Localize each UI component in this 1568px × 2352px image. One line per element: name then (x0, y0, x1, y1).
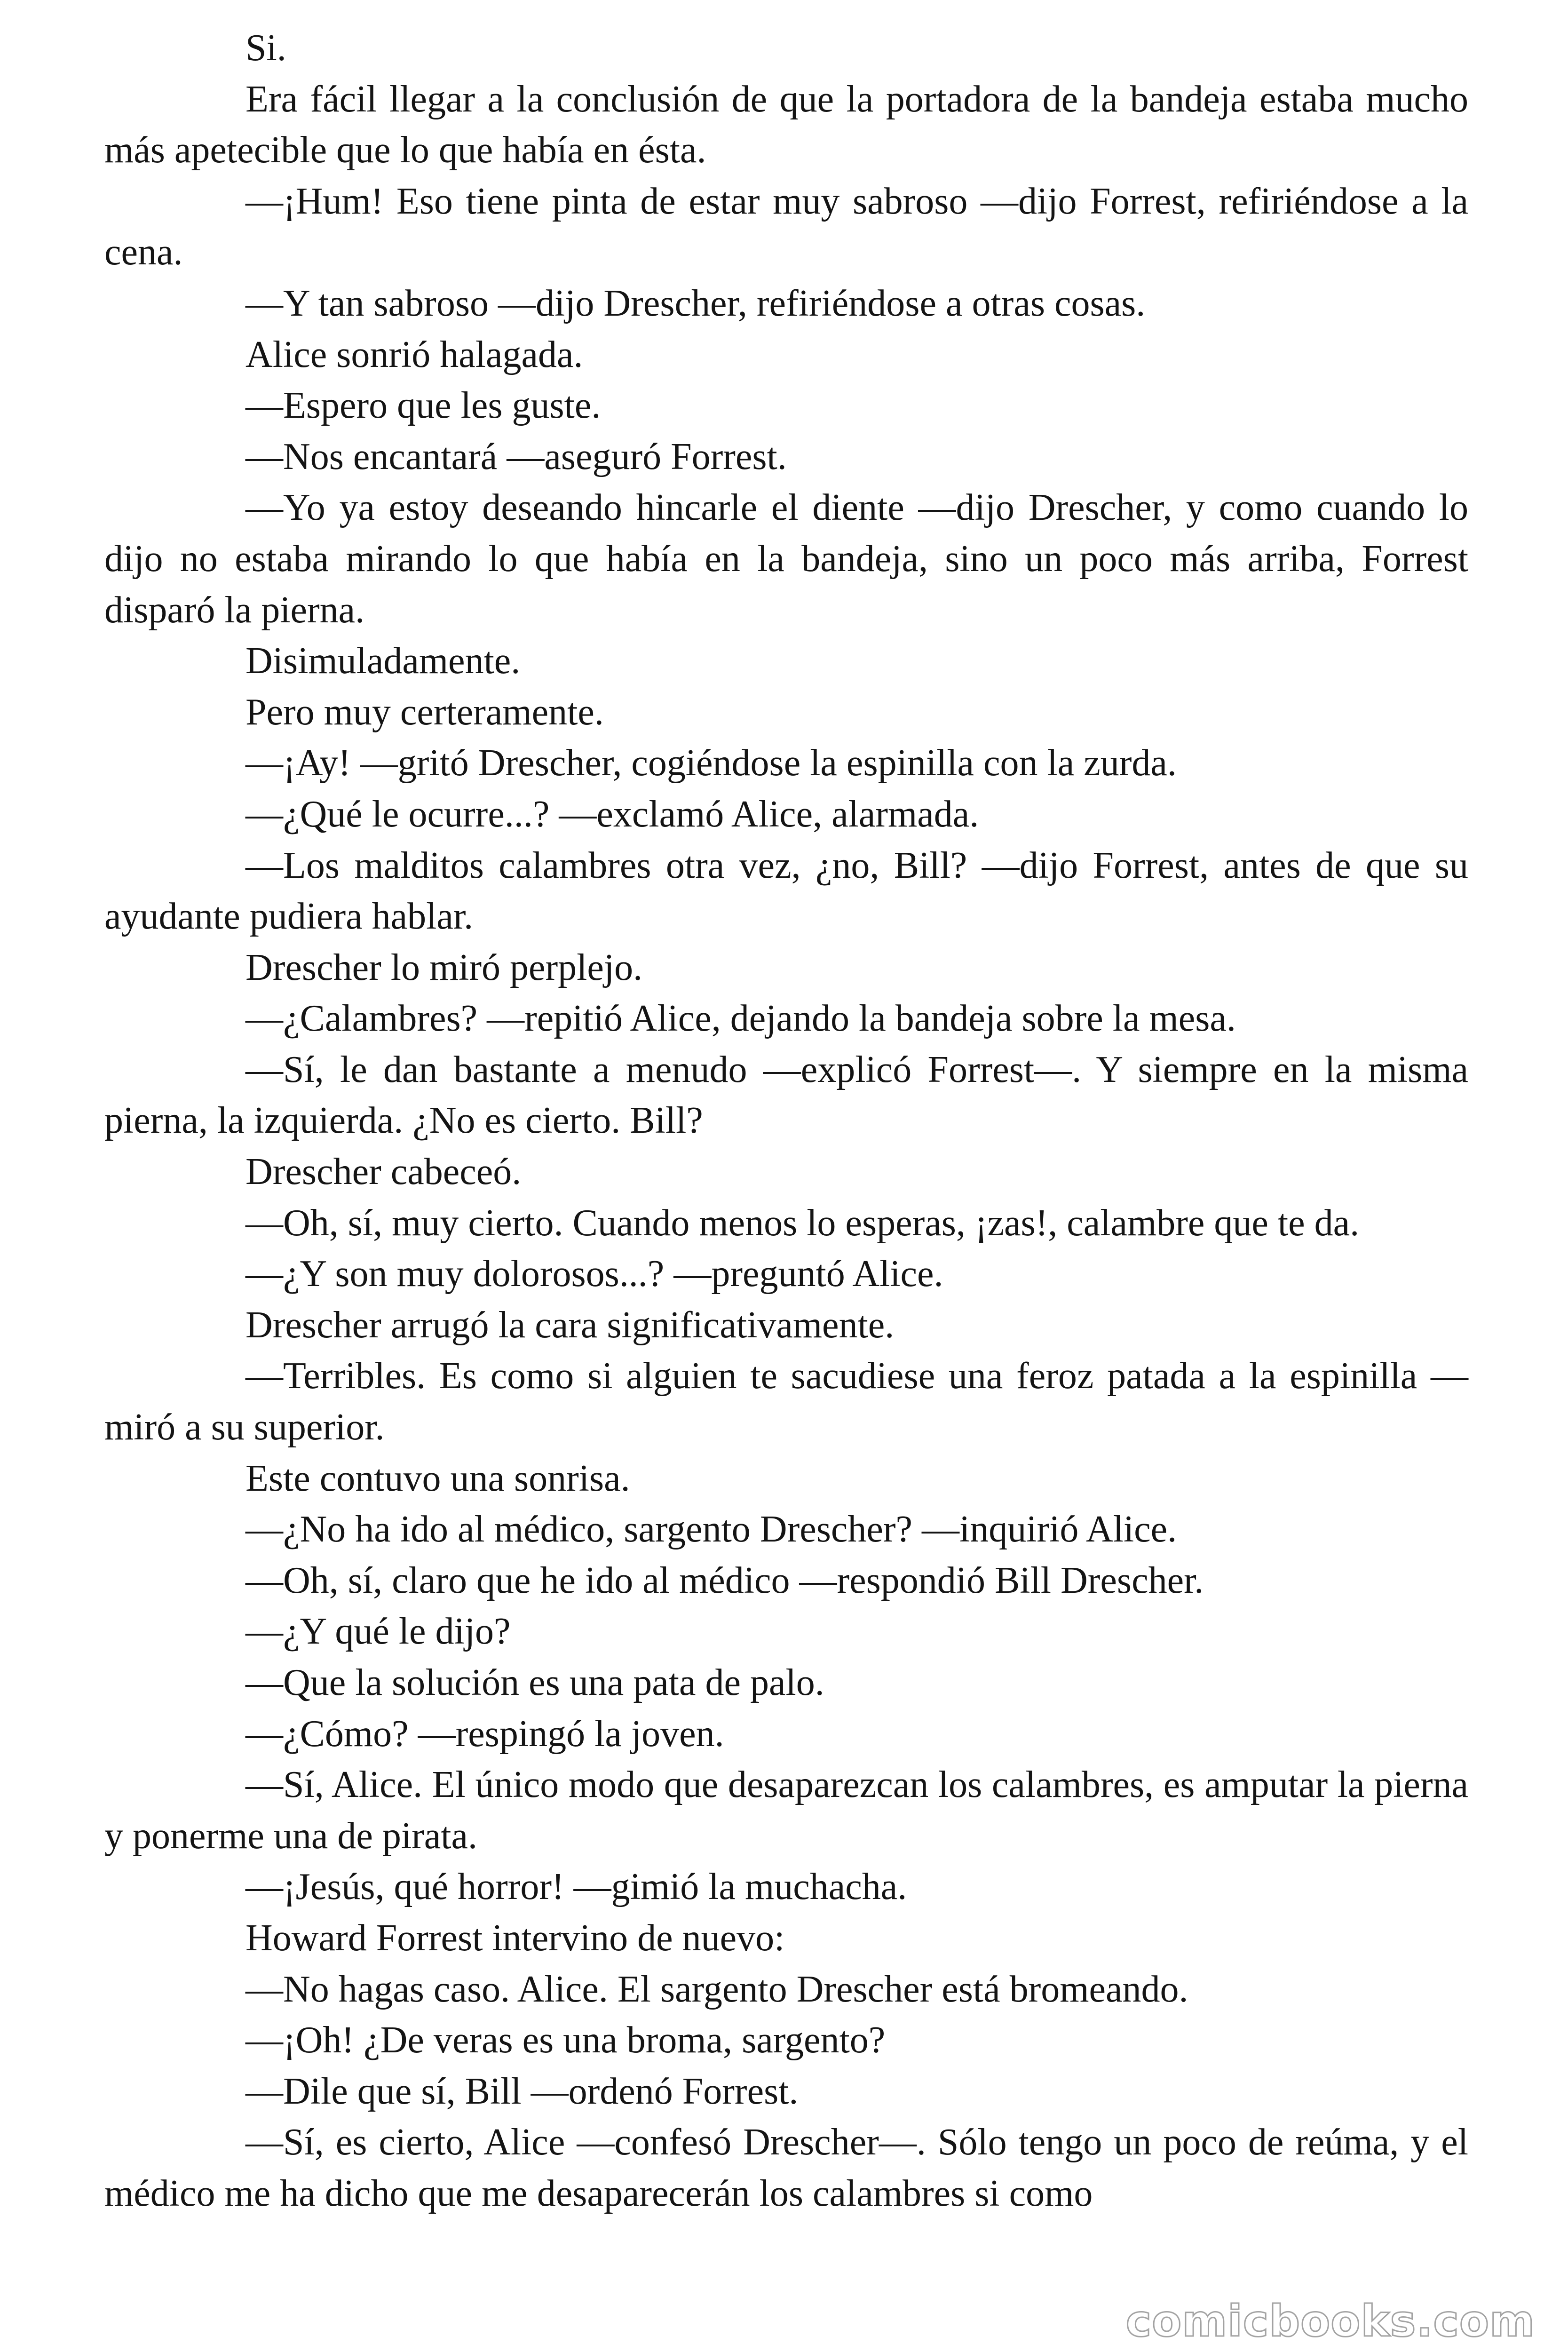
paragraph: Howard Forrest intervino de nuevo: (245, 1917, 785, 1959)
paragraph: —Los malditos calambres otra vez, ¿no, Bill? —dijo Forrest, antes de que su ayudante pudiera hablar. (104, 844, 1468, 938)
paragraph: —Sí, es cierto, Alice —confesó Drescher—. Sólo tengo un poco de reúma, y el médico me ha dicho que me desaparecerán los calambres si como (104, 2122, 1468, 2214)
page-text (104, 23, 1468, 2219)
paragraph: Drescher cabeceó. (245, 1151, 522, 1193)
paragraph: —Terribles. Es como si alguien te sacudiese una feroz patada a la espinilla —miró a su superior. (104, 1355, 1468, 1448)
paragraph: —¡Oh! ¿De veras es una broma, sargento? (245, 2019, 886, 2061)
paragraph: —Sí, Alice. El único modo que desaparezcan los calambres, es amputar la pierna y ponerme una de pirata. (104, 1764, 1468, 1857)
paragraph: —¿Cómo? —respingó la joven. (245, 1713, 724, 1755)
paragraph: —Espero que les guste. (245, 385, 601, 427)
paragraph: —¡Jesús, qué horror! —gimió la muchacha. (245, 1866, 907, 1908)
paragraph: —¡Ay! —gritó Drescher, cogiéndose la espinilla con la zurda. (245, 742, 1177, 784)
watermark-logo: comicbooks.com (1125, 2296, 1535, 2346)
paragraph: Alice sonrió halagada. (245, 334, 583, 375)
paragraph: —Oh, sí, muy cierto. Cuando menos lo esperas, ¡zas!, calambre que te da. (245, 1202, 1360, 1244)
paragraph: Si. (245, 27, 286, 69)
paragraph: —¿Calambres? —repitió Alice, dejando la bandeja sobre la mesa. (245, 998, 1236, 1040)
paragraph: —Oh, sí, claro que he ido al médico —respondió Bill Drescher. (245, 1559, 1204, 1601)
paragraph: Drescher lo miró perplejo. (245, 946, 643, 988)
paragraph: —¡Hum! Eso tiene pinta de estar muy sabroso —dijo Forrest, refiriéndose a la cena. (104, 180, 1468, 273)
paragraph: —Yo ya estoy deseando hincarle el diente —dijo Drescher, y como cuando lo dijo no estaba mirando lo que había en la bandeja, sino un poco más arriba, Forrest disparó la pierna. (104, 487, 1468, 631)
paragraph: —No hagas caso. Alice. El sargento Drescher está bromeando. (245, 1968, 1188, 2010)
paragraph: —¿Y son muy dolorosos...? —preguntó Alice. (245, 1253, 943, 1295)
paragraph: —¿Qué le ocurre...? —exclamó Alice, alarmada. (245, 793, 979, 835)
paragraph: Disimuladamente. (245, 640, 521, 682)
paragraph: —Sí, le dan bastante a menudo —explicó Forrest—. Y siempre en la misma pierna, la izquierda. ¿No es cierto. Bill? (104, 1049, 1468, 1142)
paragraph: Drescher arrugó la cara significativamente. (245, 1304, 895, 1346)
paragraph: —Y tan sabroso —dijo Drescher, refiriéndose a otras cosas. (245, 282, 1146, 324)
paragraph: Este contuvo una sonrisa. (245, 1457, 630, 1499)
paragraph: Era fácil llegar a la conclusión de que la portadora de la bandeja estaba mucho más apetecible que lo que había en ésta. (104, 78, 1468, 171)
paragraph: Pero muy certeramente. (245, 691, 604, 733)
paragraph: —Que la solución es una pata de palo. (245, 1662, 824, 1703)
paragraph: —Nos encantará —aseguró Forrest. (245, 436, 787, 477)
paragraph: —¿No ha ido al médico, sargento Drescher? —inquirió Alice. (245, 1509, 1177, 1550)
paragraph: —¿Y qué le dijo? (245, 1611, 511, 1653)
paragraph: —Dile que sí, Bill —ordenó Forrest. (245, 2070, 799, 2112)
